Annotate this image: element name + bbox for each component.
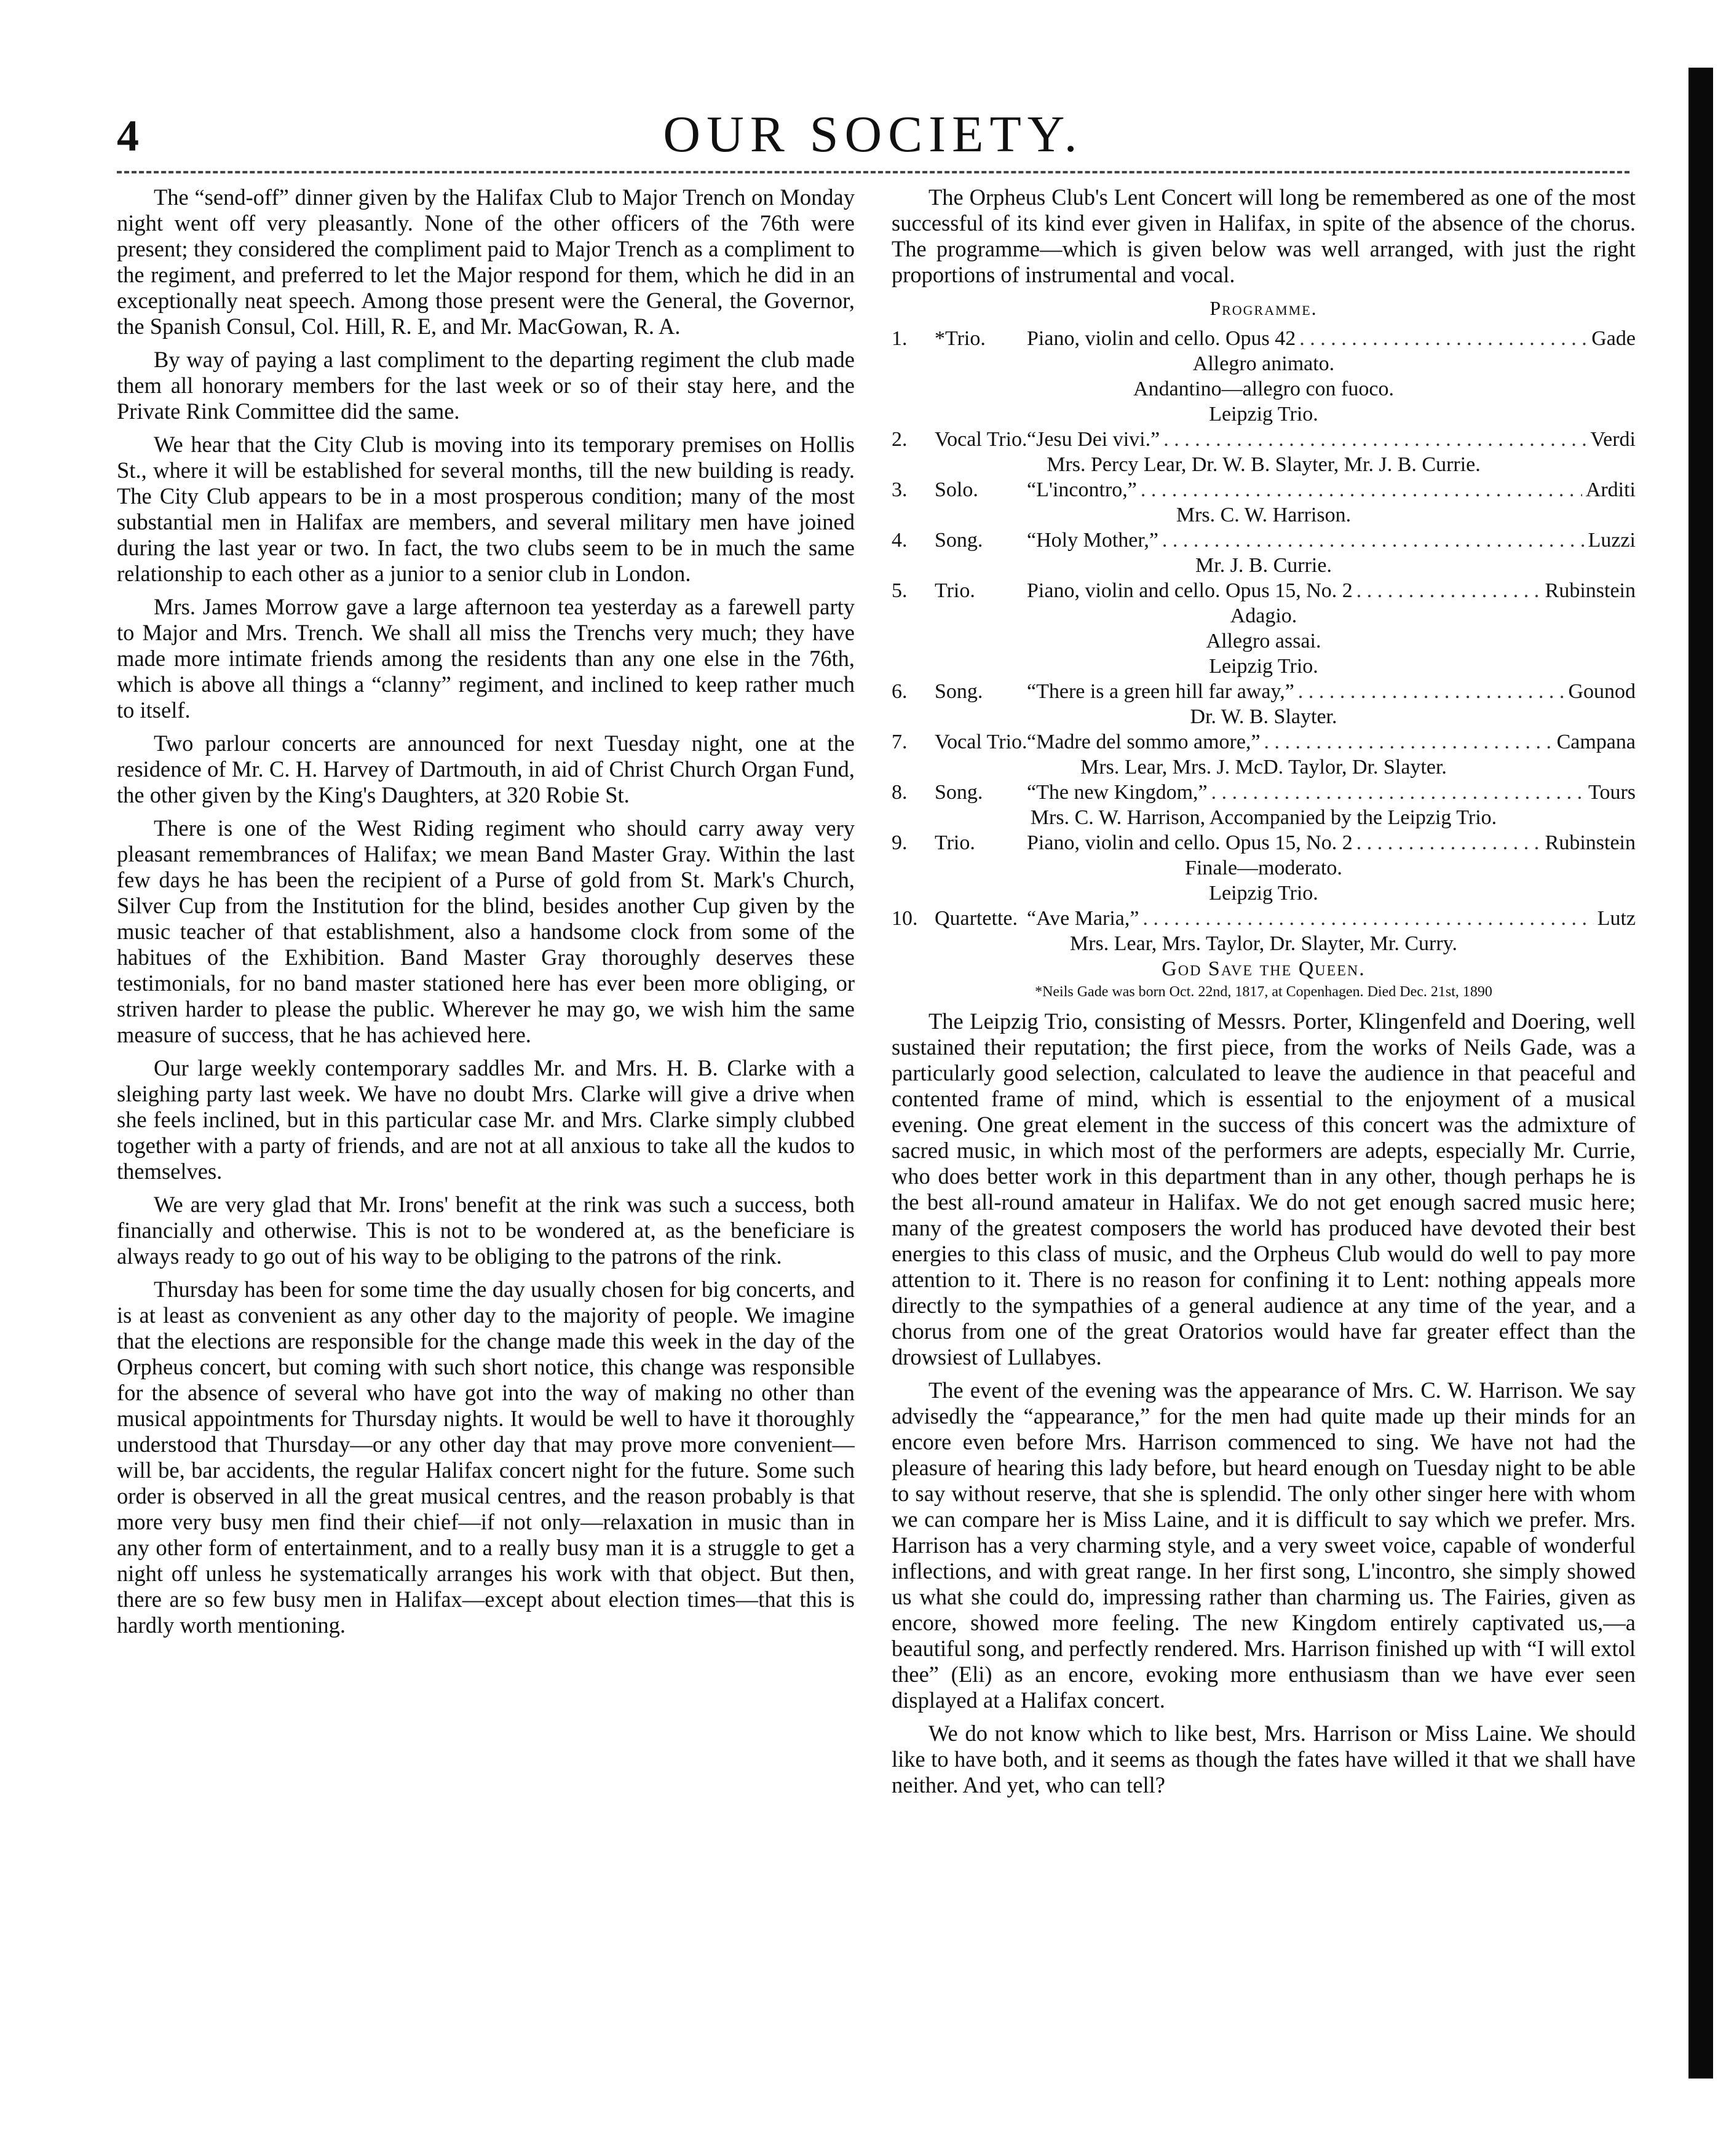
programme-item-number: 8. <box>892 781 908 804</box>
page-edge-shadow <box>1688 68 1713 2079</box>
paragraph-sleighing-party: Our large weekly contemporary saddles Mr. and Mrs. H. B. Clarke with a sleighing party last week. We have no doubt Mrs. Clarke will give a drive when she feels inclined, but in this particular case Mr. and Mrs. Clarke simply clubbed together with a party of friends, and are not at all anxious to take all the kudos to themselves. <box>117 1055 855 1184</box>
programme-heading: Programme. <box>1209 297 1318 319</box>
programme-item-leader <box>1298 679 1565 704</box>
paragraph-leipzig-trio: The Leipzig Trio, consisting of Messrs. Porter, Klingenfeld and Doering, well sustained their reputation; the first piece, from the works of Neils Gade, was a particularly good selection, calculated to leave the audience in that peaceful and contented frame of mind, which is essential to the enjoyment of a musical evening. One great element in the success of this concert was the admixture of sacred music, in which most of the performers are adepts, especially Mr. Currie, who does better work in this department than in any other, though perhaps he is the best all-round amateur in Halifax. We do not get enough sacred music here; many of the greatest composers the world has produced have devoted their best energies to this class of music, and the Orpheus Club would do well to pay more attention to it. There is no reason for confining it to Lent: nothing appeals more directly to the sympathies of a general audience at any time of the year, and a chorus from one of the great Oratorios would have far greater effect than the drowsiest of Lullabyes. <box>892 1009 1636 1369</box>
programme-list <box>892 326 1636 956</box>
paragraph-thursday-concerts: Thursday has been for some time the day usually chosen for big concerts, and is at least as convenient as any other day to the majority of people. We imagine that the elections are responsible for the change made this week in the day of the Orpheus concert, but coming with such short notice, this change was responsible for the absence of several who have got into the way of making no other than musical appointments for Thursday nights. It would be well to have it thoroughly understood that Thursday—or any other day that may prove more convenient—will be, bar accidents, the regular Halifax concert night for the future. Some such order is observed in all the great musical centres, and the reason probably is that more very busy men find their chief—if not only—relaxation in music than in any other form of entertainment, and to a really busy man it is a struggle to get a night off unless he systematically arranges his work with that object. But then, there are so few busy men in Halifax—except about election times—that this is hardly worth mentioning. <box>117 1277 855 1638</box>
programme-item-composer: Verdi <box>1590 428 1636 451</box>
paragraph-honorary-members: By way of paying a last compliment to the departing regiment the club made them all honorary members for the last week or so of their stay here, and the Private Rink Committee did the same. <box>117 347 855 424</box>
programme-item-detail: Mrs. Percy Lear, Dr. W. B. Slayter, Mr. J. B. Currie. <box>1047 453 1481 476</box>
programme-item-kind: Vocal Trio. <box>935 731 1027 753</box>
programme-item-kind: Solo. <box>935 478 978 501</box>
masthead <box>117 105 1629 172</box>
programme-item-leader <box>1162 528 1585 553</box>
programme-item-number: 6. <box>892 680 908 703</box>
programme-item-detail: Mrs. Lear, Mrs. Taylor, Dr. Slayter, Mr. Curry. <box>1070 932 1457 955</box>
programme-item-leader <box>1356 830 1542 855</box>
paragraph-closing: We do not know which to like best, Mrs. Harrison or Miss Laine. We should like to have both, and it seems as though the fates have willed it that we shall have neither. And yet, who can tell? <box>892 1721 1636 1797</box>
programme-item-detail: Mrs. Lear, Mrs. J. McD. Taylor, Dr. Slayter. <box>1080 756 1447 779</box>
left-column <box>117 184 855 2103</box>
programme-item-leader <box>1142 906 1593 931</box>
paragraph-parlour-concerts: Two parlour concerts are announced for next Tuesday night, one at the residence of Mr. C. H. Harvey of Dartmouth, in aid of Christ Church Organ Fund, the other given by the King's Daughters, at 320 Robie St. <box>117 731 855 807</box>
programme-item-leader <box>1163 427 1586 452</box>
programme-item-kind: Quartette. <box>935 907 1018 930</box>
programme-item-number: 4. <box>892 529 908 552</box>
programme-item-leader <box>1356 578 1542 603</box>
programme-item <box>892 780 1636 805</box>
paragraph-mrs-harrison: The event of the evening was the appearance of Mrs. C. W. Harrison. We say advisedly the “appearance,” for the men had quite made up their minds for an encore even before Mrs. Harrison commenced to sing. We have not had the pleasure of hearing this lady before, but heard enough on Tuesday night to be able to say without reserve, that she is splendid. The only other singer here with whom we can compare her is Miss Laine, and it is difficult to say which we prefer. Mrs. Harrison has a very charming style, and a very sweet voice, capable of wonderful inflections, and with great range. In her first song, L'incontro, she simply showed us what she could do, impressing rather than charming us. The Fairies, given as encore, showed more feeling. The new Kingdom entirely captivated us,—a beautiful song, and perfectly rendered. Mrs. Harrison finished up with “I will extol thee” (Eli) as an encore, evoking more enthusiasm than we have ever seen displayed at a Halifax concert. <box>892 1377 1636 1713</box>
programme-item-detail: Dr. W. B. Slayter. <box>1190 705 1337 728</box>
programme-item-composer: Gounod <box>1568 680 1636 703</box>
programme-item-detail: Mr. J. B. Currie. <box>1195 554 1332 577</box>
programme-item-leader <box>1299 326 1588 351</box>
programme-item-leader <box>1211 780 1585 805</box>
paper-title: OUR SOCIETY. <box>663 106 1083 163</box>
programme-item-kind: Song. <box>935 781 983 804</box>
programme-item <box>892 326 1636 351</box>
programme-item-leader <box>1264 729 1553 755</box>
programme-item-composer: Rubinstein <box>1545 579 1636 602</box>
programme-item-composer: Rubinstein <box>1545 831 1636 854</box>
page-number: 4 <box>117 111 139 161</box>
programme-item-title: Piano, violin and cello. Opus 42 <box>1027 327 1296 350</box>
programme-item-detail: Allegro assai. <box>1206 630 1321 652</box>
programme-item-detail: Leipzig Trio. <box>1209 655 1318 678</box>
programme-item-detail: Andantino—allegro con fuoco. <box>1133 378 1394 400</box>
programme-item-kind: Song. <box>935 680 983 703</box>
paragraph-orpheus-intro: The Orpheus Club's Lent Concert will long be remembered as one of the most successful of its kind ever given in Halifax, in spite of the absence of the chorus. The programme—which is given below was well arranged, with just the right proportions of instrumental and vocal. <box>892 184 1636 287</box>
programme-item-number: 3. <box>892 478 908 501</box>
programme-item <box>892 729 1636 755</box>
programme-item-detail: Leipzig Trio. <box>1209 403 1318 426</box>
programme-item <box>892 906 1636 931</box>
programme-item-kind: Trio. <box>935 579 975 602</box>
paragraph-band-master-gray: There is one of the West Riding regiment who should carry away very pleasant remembrances of Halifax; we mean Band Master Gray. Within the last few days he has been the recipient of a Purse of gold from St. Mark's Church, Silver Cup from the Institution for the blind, besides another Cup given by the music teacher of that establishment, also a handsome clock from some of the habitues of the Exhibition. Band Master Gray thoroughly deserves these testimonials, for no band master stationed here has ever been more obliging, or striven harder to please the public. Wherever he may go, we wish him the same measure of success, that he has achieved here. <box>117 815 855 1047</box>
programme-item-kind: Song. <box>935 529 983 552</box>
programme-item-number: 2. <box>892 428 908 451</box>
programme-item-title: “Madre del sommo amore,” <box>1027 731 1261 753</box>
programme-item-kind: *Trio. <box>935 327 986 350</box>
programme-item-kind: Vocal Trio. <box>935 428 1027 451</box>
programme-item <box>892 679 1636 704</box>
paragraph-irons-benefit: We are very glad that Mr. Irons' benefit at the rink was such a success, both financially and otherwise. This is not to be wondered at, as the beneficiare is always ready to go out of his way to be obliging to the patrons of the rink. <box>117 1192 855 1269</box>
god-save-the-queen: God Save the Queen. <box>1162 957 1366 980</box>
programme-item-number: 1. <box>892 327 908 350</box>
programme-item-title: “Jesu Dei vivi.” <box>1027 428 1160 451</box>
programme-item <box>892 427 1636 452</box>
programme-item-composer: Tours <box>1588 781 1636 804</box>
programme-item-title: Piano, violin and cello. Opus 15, No. 2 <box>1027 579 1353 602</box>
programme-item-composer: Luzzi <box>1588 529 1636 552</box>
programme-item-detail: Leipzig Trio. <box>1209 882 1318 905</box>
programme-item-number: 7. <box>892 731 908 753</box>
programme-item-detail: Mrs. C. W. Harrison, Accompanied by the Leipzig Trio. <box>1030 806 1497 829</box>
programme-item <box>892 528 1636 553</box>
programme-item-leader <box>1141 477 1582 502</box>
programme-item-composer: Campana <box>1556 731 1636 753</box>
masthead-rule <box>117 171 1629 173</box>
paragraph-morrow-tea: Mrs. James Morrow gave a large afternoon tea yesterday as a farewell party to Major and Mrs. Trench. We shall all miss the Trenchs very much; they have made more intimate friends among the residents than any one else in the 76th, which is above all things a “clanny” regiment, and inclined to keep rather much to itself. <box>117 594 855 723</box>
programme-item-composer: Arditi <box>1585 478 1636 501</box>
programme-item-number: 5. <box>892 579 908 602</box>
programme-item <box>892 477 1636 502</box>
programme-item-title: “There is a green hill far away,” <box>1027 680 1294 703</box>
programme-item-number: 10. <box>892 907 918 930</box>
programme-footnote: *Neils Gade was born Oct. 22nd, 1817, at Copenhagen. Died Dec. 21st, 1890 <box>1035 984 1492 1000</box>
programme-item-detail: Finale—moderato. <box>1185 857 1342 879</box>
programme-item-title: “L'incontro,” <box>1027 478 1137 501</box>
paragraph-send-off-dinner: The “send-off” dinner given by the Halifax Club to Major Trench on Monday night went off very pleasantly. None of the other officers of the 76th were present; they considered the compliment paid to Major Trench as a compliment to the regiment, and preferred to let the Major respond for them, which he did in an exceptionally neat speech. Among those present were the General, the Governor, the Spanish Consul, Col. Hill, R. E, and Mr. MacGowan, R. A. <box>117 184 855 339</box>
programme-item-title: “The new Kingdom,” <box>1027 781 1208 804</box>
programme-item-composer: Lutz <box>1597 907 1636 930</box>
programme-item <box>892 830 1636 855</box>
programme-item-detail: Allegro animato. <box>1192 352 1335 375</box>
paragraph-city-club: We hear that the City Club is moving into its temporary premises on Hollis St., where it will be established for several months, till the new building is ready. The City Club appears to be in a most prosperous condition; many of the most substantial men in Halifax are members, and several military men have joined during the last year or two. In fact, the two clubs seem to be in much the same relationship to each other as a junior to a senior club in London. <box>117 432 855 586</box>
programme-item-title: Piano, violin and cello. Opus 15, No. 2 <box>1027 831 1353 854</box>
programme-item-number: 9. <box>892 831 908 854</box>
programme-item <box>892 578 1636 603</box>
programme-item-title: “Holy Mother,” <box>1027 529 1158 552</box>
programme-item-title: “Ave Maria,” <box>1027 907 1139 930</box>
programme-item-kind: Trio. <box>935 831 975 854</box>
programme-item-composer: Gade <box>1591 327 1636 350</box>
programme-item-detail: Mrs. C. W. Harrison. <box>1176 504 1352 526</box>
programme-item-detail: Adagio. <box>1230 604 1297 627</box>
right-column <box>892 184 1636 2103</box>
